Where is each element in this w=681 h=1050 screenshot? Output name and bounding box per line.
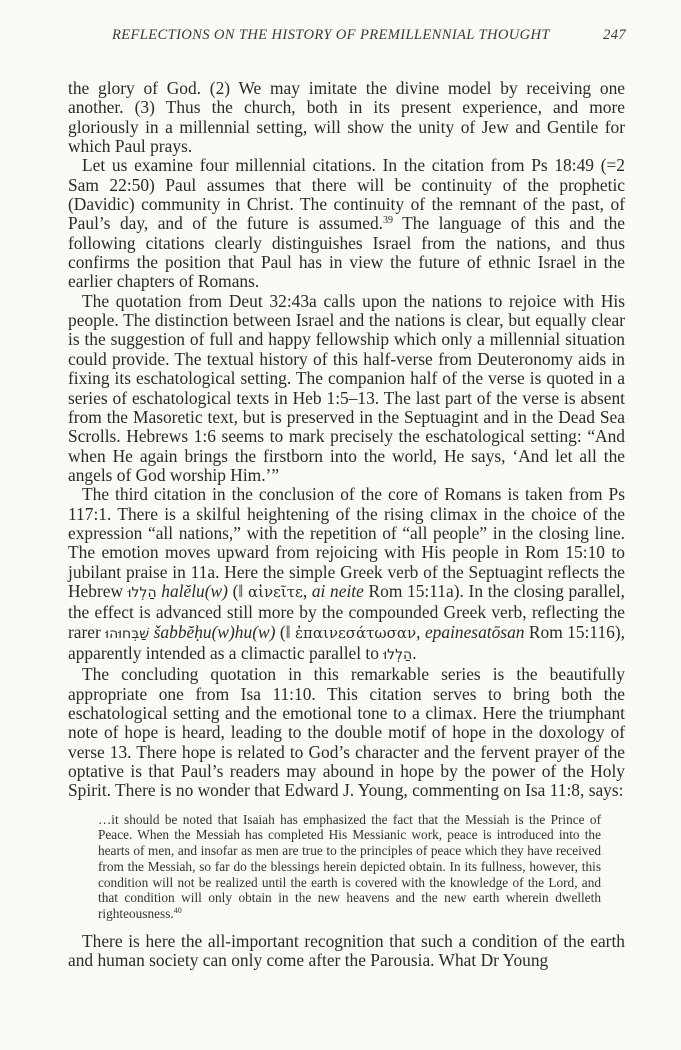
body-text: [68, 79, 625, 970]
transliteration-halelu: halĕlu(w): [161, 580, 228, 601]
paragraph-text: The third citation in the conclusion of the core of Romans is taken from Ps 117:1. There is a skilful heightening of the rising climax in the choice of the expression “all nations,” with the repetition of “all people” in the closing line. The emotion moves upward from rejoicing with His people in Rom 15:10 to jubilant praise in 11a. Here the simple Greek verb of the Septuagint reflects the Hebrew: [68, 484, 625, 601]
paragraph-four-citations: [68, 156, 625, 291]
paragraph-deuteronomy: The quotation from Deut 32:43a calls upon the nations to rejoice with His people. The distinction between Israel and the nations is clear, but equally clear is the suggestion of full and happy fellowship which only a millennial situation could provide. The textual history of this half-verse from Deuteronomy aids in fixing its eschatological setting. The companion half of the verse is quoted in a series of eschatological texts in Heb 1:5–13. The last part of the verse is absent from the Masoretic text, but is preserved in the Septuagint and in the Dead Sea Scrolls. Hebrews 1:6 seems to mark precisely the eschatological setting: “And when He again brings the firstborn into the world, He says, ‘And let all the angels of God worship Him.’”: [68, 290, 625, 485]
greek-word-aineite: αἰνεῖτε: [247, 582, 303, 601]
paragraph-text: (‖: [227, 580, 248, 601]
transliteration-epainesatosan: epainesatōsan: [424, 621, 525, 642]
footnote-ref-39: 39: [383, 215, 394, 227]
paragraph-parousia: There is here the all-important recognition that such a condition of the earth and human society can only come after the Parousia. What Dr Young: [68, 930, 625, 970]
paragraph-continued: the glory of God. (2) We may imitate the divine model by receiving one another. (3) Thus the church, both in its present experience, and more gloriously in a millennial setting, will show the unity of Jew and Gentile for which Paul prays.: [68, 78, 625, 157]
transliteration-sabbehuhu: šabbĕḥu(w)hu(w): [153, 621, 276, 642]
page-number: 247: [603, 27, 626, 43]
block-quote-text: …it should be noted that Isaiah has emphasized the fact that the Messiah is the Prince of Peace. When the Messiah has completed His Messianic work, peace is introduced into the hearts of men, and insofar as men are true to the principles of peace which they have received from the Messiah, so far do the blessings herein depicted obtain. In its fullness, however, this condition will not be realized until the earth is covered with the knowledge of the Lord, and that condition will only obtain in the new heavens and the new earth wherein dwelleth righteousness.: [98, 811, 601, 921]
paragraph-text: ,: [416, 621, 425, 642]
running-head: [112, 27, 626, 44]
paragraph-text: ,: [302, 580, 312, 601]
paragraph-concluding-quotation: The concluding quotation in this remarkable series is the beautifully appropriate one from Isa 11:10. This citation serves to bring both the eschatological setting and the emotional tone to a climax. Here the triumphant note of hope is heard, leading to the double motif of hope in the doxology of verse 13. There hope is related to God’s character and the fervent prayer of the optative is that Paul’s readers may abound in hope by the power of the Holy Spirit. There is no wonder that Edward J. Young, commenting on Isa 11:8, says:: [68, 664, 625, 801]
running-head-title: REFLECTIONS ON THE HISTORY OF PREMILLENNIAL THOUGHT: [112, 27, 550, 43]
hebrew-word-halelu-2: הַלְלוּ: [383, 646, 413, 663]
paragraph-text: Rom 15:11a). In the closing parallel, the effect is advanced still more by the compounded Greek verb, reflecting the rarer: [68, 580, 626, 642]
block-quote-young: [98, 812, 601, 922]
transliteration-aineite: ai neite: [311, 580, 364, 601]
paragraph-text: (‖: [275, 621, 295, 642]
paragraph-text: .: [412, 642, 417, 663]
paragraph-third-citation: [68, 485, 625, 665]
paragraph-text: Let us examine four millennial citations. In the citation from Ps 18:49 (=2 Sam 22:50) Paul assumes that there will be continuity of the prophetic (Davidic) community in Christ. The continuity of the remnant of the past, of Paul’s day, and of the future is assumed.: [68, 155, 625, 234]
paragraph-text: The language of this and the following citations clearly distinguishes Israel from the nations, and thus confirms the position that Paul has in view the future of ethnic Israel in the earlier chapters of Romans.: [68, 213, 626, 292]
hebrew-word-sabbehuhu: שַׁבְּחוּהוּ: [105, 625, 150, 642]
greek-word-epainesatosan: ἐπαινεσάτωσαν: [294, 623, 417, 642]
paragraph-text: Rom 15:116), apparently intended as a climactic parallel to: [68, 621, 625, 663]
hebrew-word-halelu: הַלְלוּ: [127, 584, 157, 601]
footnote-ref-40: 40: [173, 905, 182, 915]
